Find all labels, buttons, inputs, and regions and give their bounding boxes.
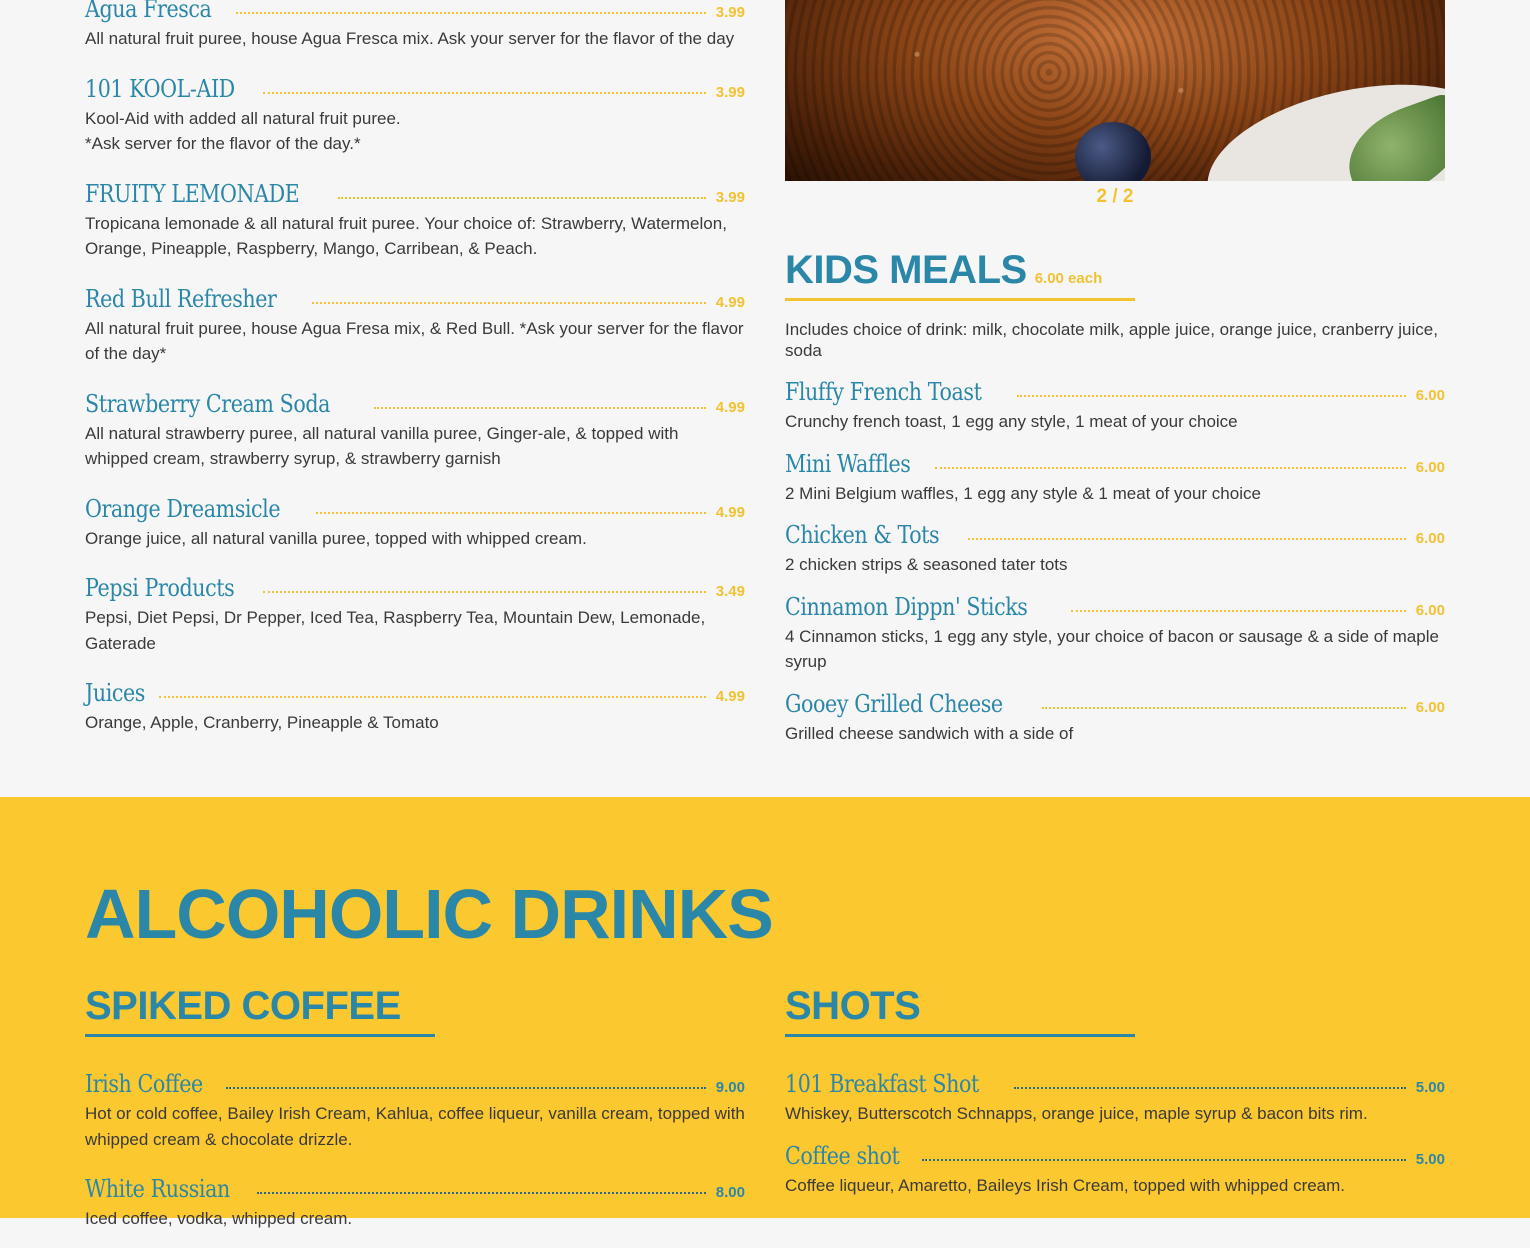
- section-title: SPIKED COFFEE: [85, 984, 401, 1028]
- item-price: 3.99: [715, 4, 745, 21]
- drinks-column: [85, 0, 745, 752]
- item-name: Strawberry Cream Soda: [85, 389, 331, 418]
- item-name: 101 Breakfast Shot: [785, 1070, 979, 1098]
- item-name: 101 KOOL-AID: [85, 74, 235, 103]
- item-description: Orange, Apple, Cranberry, Pineapple & Tomato: [85, 713, 439, 732]
- item-name: Gooey Grilled Cheese: [785, 689, 1003, 718]
- item-description: All natural strawberry puree, all natural vanilla puree, Ginger-ale, & topped with whipped cream, strawberry syrup, & strawberry garnish: [85, 423, 679, 468]
- leader-dots: [935, 466, 1406, 469]
- leader-dots: [236, 11, 706, 14]
- menu-item: [85, 68, 745, 157]
- item-name: Red Bull Refresher: [85, 284, 277, 313]
- leader-dots: [159, 695, 706, 698]
- menu-item: [785, 1135, 1445, 1199]
- item-name: Chicken & Tots: [785, 521, 940, 549]
- shots-column: [785, 982, 1445, 1214]
- leader-dots: [312, 301, 706, 304]
- section-underline: [785, 1034, 1135, 1037]
- item-price: 6.00: [1415, 698, 1445, 716]
- item-price: 4.99: [715, 503, 745, 521]
- item-name: Juices: [85, 679, 145, 707]
- menu-item: [85, 1063, 745, 1152]
- leader-dots: [257, 1191, 705, 1194]
- item-price: 6.00: [1415, 387, 1445, 404]
- menu-item: [85, 567, 745, 656]
- menu-item: [85, 278, 745, 367]
- section-title: SHOTS: [785, 984, 921, 1028]
- item-description: All natural fruit puree, house Agua Fresca mix. Ask your server for the flavor of the day: [85, 29, 735, 48]
- item-name: Mini Waffles: [785, 449, 911, 478]
- item-price: 9.00: [715, 1079, 745, 1096]
- item-description: Grilled cheese sandwich with a side of: [785, 723, 1074, 743]
- item-description: Crunchy french toast, 1 egg any style, 1 meat of your choice: [785, 412, 1238, 431]
- leader-dots: [374, 406, 706, 409]
- item-description: 2 Mini Belgium waffles, 1 egg any style & 1 meat of your choice: [785, 483, 1261, 503]
- alcoholic-drinks-title: ALCOHOLIC DRINKS: [85, 875, 773, 953]
- item-price: 3.49: [715, 583, 745, 600]
- section-underline: [785, 298, 1135, 301]
- item-price: 6.00: [1415, 530, 1445, 547]
- carousel-pager[interactable]: 2 / 2: [1096, 186, 1134, 207]
- item-name: Pepsi Products: [85, 574, 235, 602]
- leader-dots: [338, 196, 706, 199]
- menu-item: [85, 672, 745, 736]
- item-name: Coffee shot: [785, 1141, 900, 1170]
- leader-dots: [1014, 1086, 1405, 1089]
- menu-item: [85, 488, 745, 552]
- leader-dots: [1042, 706, 1406, 709]
- item-description: Tropicana lemonade & all natural fruit puree. Your choice of: Strawberry, Watermelon, Orange, Pineapple, Raspberry, Mango, Carribean, & Peach.: [85, 213, 727, 258]
- section-price-note: 6.00 each: [1034, 270, 1103, 287]
- item-name: Orange Dreamsicle: [85, 494, 281, 523]
- item-price: 4.99: [715, 688, 745, 705]
- item-name: Agua Fresca: [85, 0, 212, 23]
- item-name: Cinnamon Dippn' Sticks: [785, 592, 1028, 621]
- item-description: Kool-Aid with added all natural fruit puree. *Ask server for the flavor of the day.*: [85, 108, 401, 153]
- menu-item: [785, 514, 1445, 578]
- item-price: 3.99: [715, 83, 745, 101]
- item-description: Orange juice, all natural vanilla puree, topped with whipped cream.: [85, 528, 587, 548]
- leader-dots: [922, 1158, 1406, 1161]
- item-description: 4 Cinnamon sticks, 1 egg any style, your choice of bacon or sausage & a side of maple syrup: [785, 626, 1439, 671]
- item-description: Whiskey, Butterscotch Schnapps, orange juice, maple syrup & bacon bits rim.: [785, 1104, 1368, 1123]
- menu-item: [785, 683, 1445, 747]
- food-photo-carousel[interactable]: [785, 0, 1445, 181]
- item-description: Hot or cold coffee, Bailey Irish Cream, Kahlua, coffee liqueur, vanilla cream, topped with whipped cream & chocolate drizzle.: [85, 1104, 745, 1149]
- leader-dots: [968, 537, 1405, 540]
- menu-item: [85, 383, 745, 472]
- leader-dots: [263, 91, 706, 94]
- item-price: 4.99: [715, 293, 745, 311]
- section-underline: [85, 1034, 435, 1037]
- item-price: 5.00: [1415, 1150, 1445, 1168]
- item-description: Iced coffee, vodka, whipped cream.: [85, 1209, 353, 1228]
- item-price: 6.00: [1415, 458, 1445, 476]
- menu-item: [785, 1063, 1445, 1127]
- menu-item: [85, 1168, 745, 1232]
- item-name: White Russian: [85, 1175, 230, 1203]
- menu-item: [85, 173, 745, 262]
- item-name: Irish Coffee: [85, 1070, 203, 1098]
- item-price: 4.99: [715, 398, 745, 416]
- section-title: KIDS MEALS: [785, 248, 1027, 292]
- menu-item: [785, 443, 1445, 507]
- leader-dots: [226, 1086, 706, 1089]
- item-description: Pepsi, Diet Pepsi, Dr Pepper, Iced Tea, Raspberry Tea, Mountain Dew, Lemonade, Gaterade: [85, 608, 706, 653]
- item-name: FRUITY LEMONADE: [85, 179, 300, 208]
- menu-item: [785, 371, 1445, 435]
- leader-dots: [1017, 394, 1405, 397]
- menu-item: [85, 0, 745, 52]
- item-price: 3.99: [715, 188, 745, 206]
- item-description: Coffee liqueur, Amaretto, Baileys Irish Cream, topped with whipped cream.: [785, 1175, 1346, 1195]
- leader-dots: [1071, 609, 1406, 612]
- menu-item: [785, 586, 1445, 675]
- spiked-coffee-column: [85, 982, 745, 1248]
- item-price: 5.00: [1415, 1079, 1445, 1096]
- item-name: Fluffy French Toast: [785, 378, 982, 406]
- kids-intro: Includes choice of drink: milk, chocolate milk, apple juice, orange juice, cranberry juice, soda: [785, 320, 1438, 360]
- leader-dots: [263, 590, 706, 593]
- item-description: All natural fruit puree, house Agua Fresa mix, & Red Bull. *Ask your server for the flavor of the day*: [85, 318, 744, 363]
- leader-dots: [316, 511, 706, 514]
- kids-meals-section: [785, 246, 1445, 748]
- item-description: 2 chicken strips & seasoned tater tots: [785, 555, 1068, 574]
- item-price: 8.00: [715, 1184, 745, 1201]
- item-price: 6.00: [1415, 601, 1445, 619]
